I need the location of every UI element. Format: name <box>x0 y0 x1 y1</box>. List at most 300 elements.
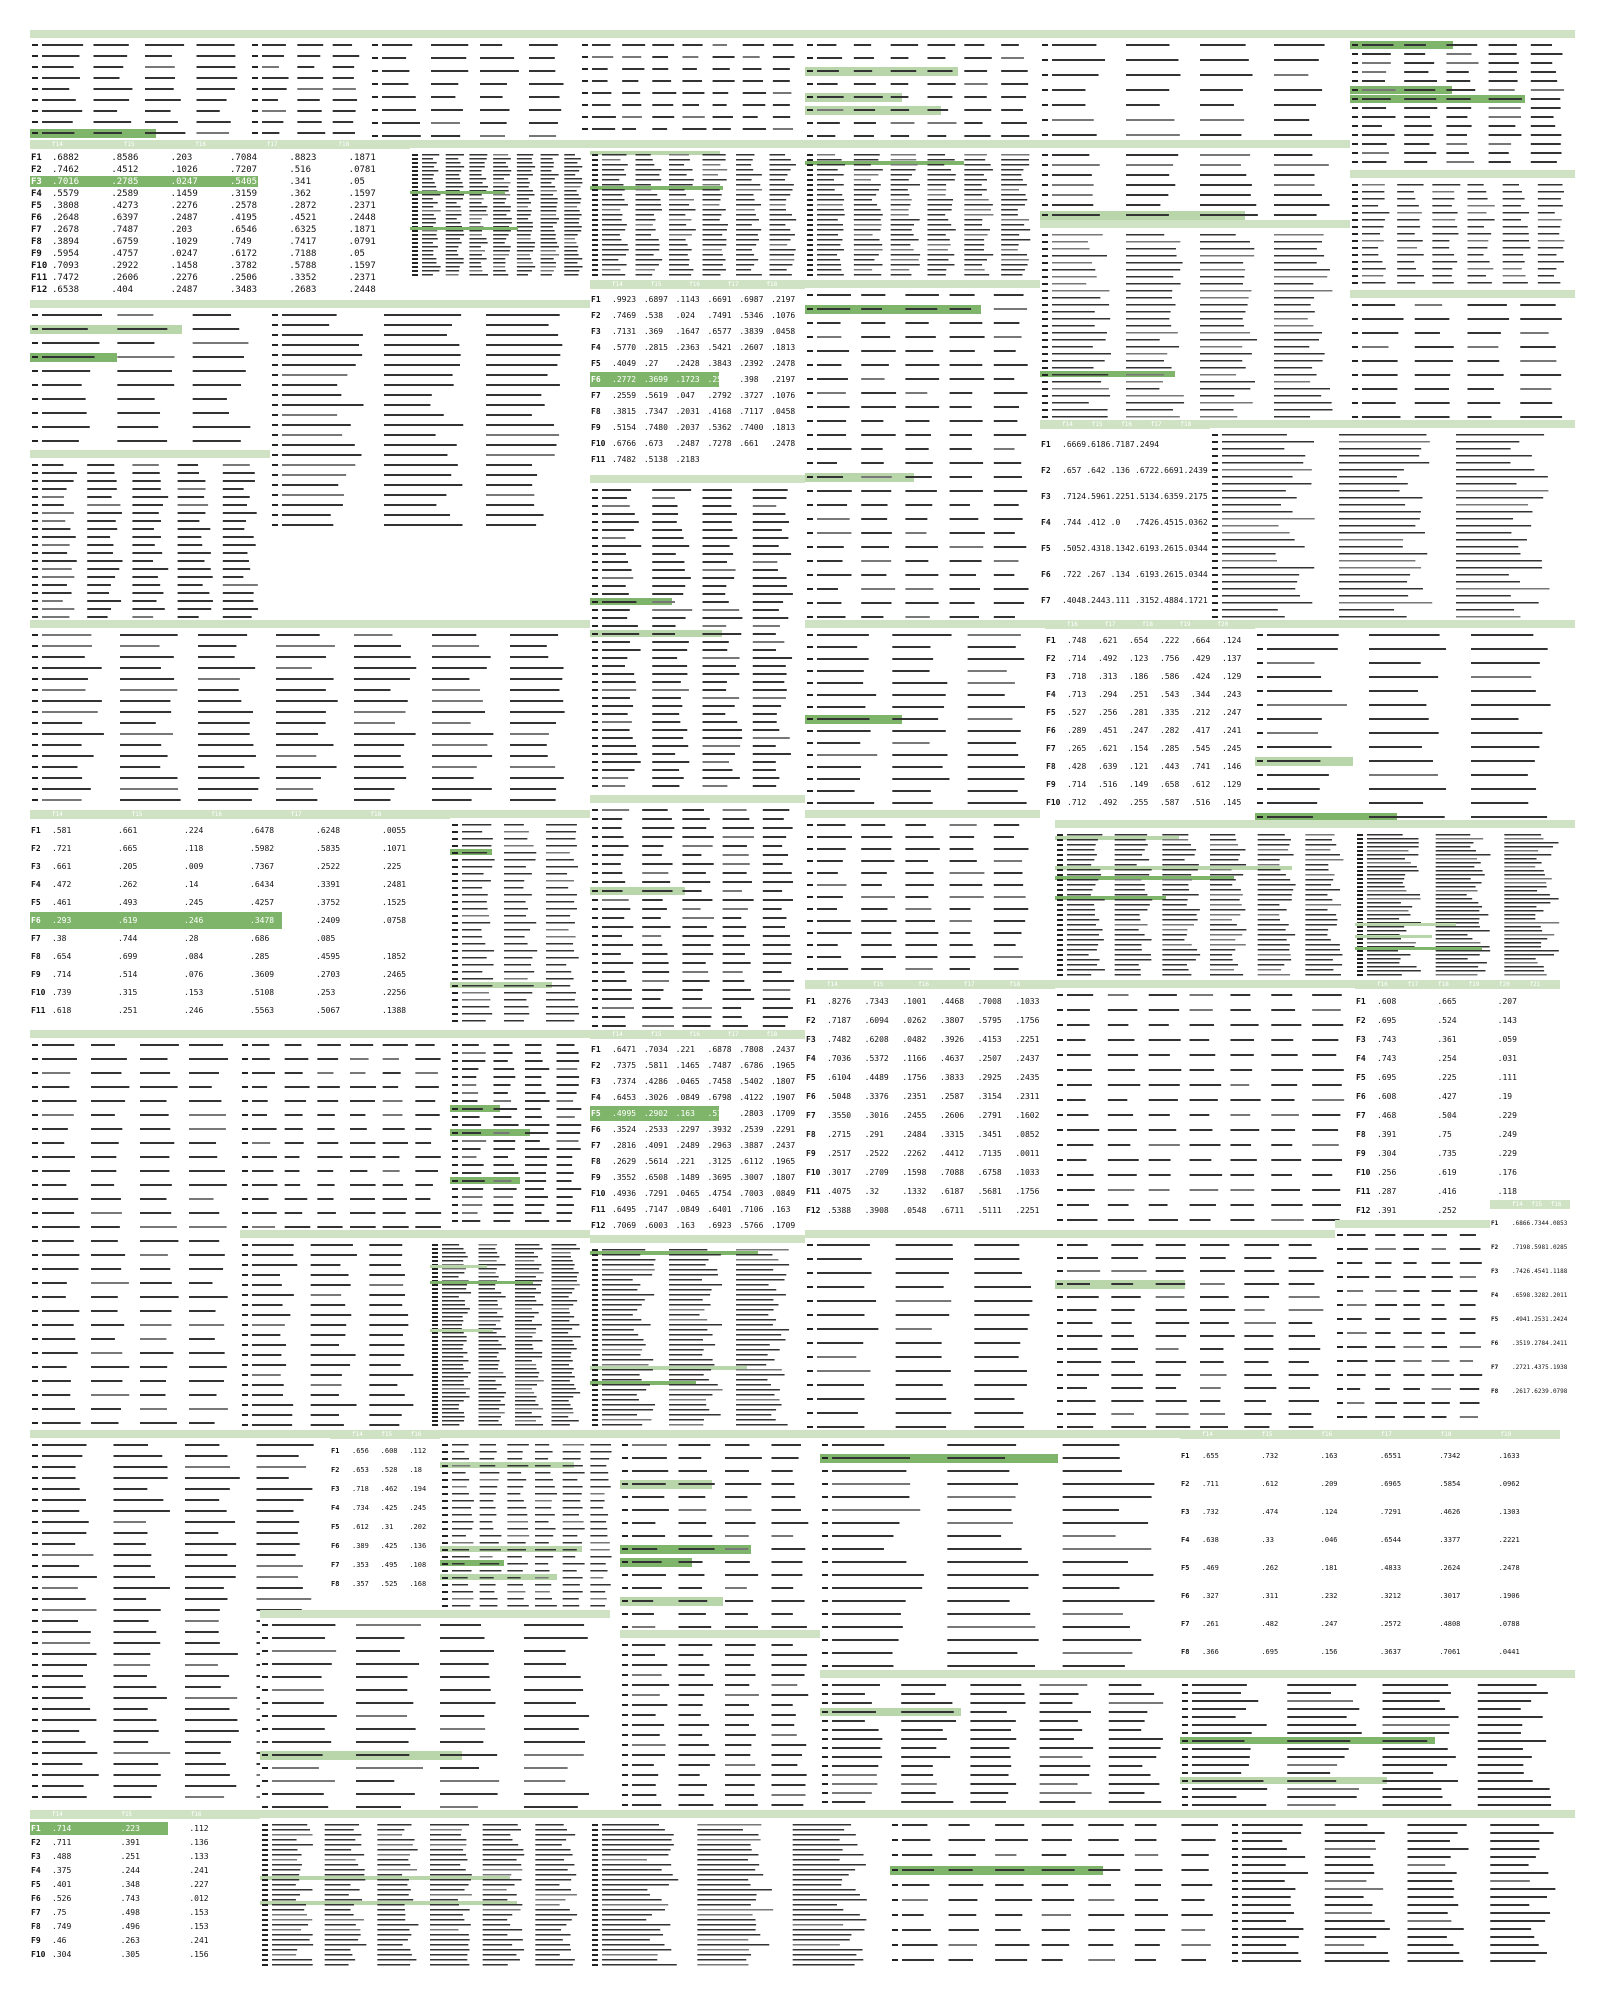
filler-value <box>736 199 755 201</box>
filler-value <box>1126 290 1172 292</box>
filler-value <box>832 1509 920 1511</box>
filler-value <box>1001 83 1028 85</box>
filler-value <box>517 178 528 180</box>
filler-value <box>178 576 213 578</box>
filler-label <box>807 209 813 211</box>
filler-label <box>452 1060 458 1062</box>
filler-value <box>1504 918 1535 920</box>
filler-value <box>564 158 581 160</box>
filler-value <box>1126 367 1172 369</box>
filler-value <box>480 1514 497 1516</box>
filler-value <box>415 1156 440 1158</box>
filler-value <box>1436 886 1476 888</box>
filler-value <box>703 721 738 723</box>
filler-value <box>1111 1400 1143 1402</box>
filler-value <box>479 1392 506 1394</box>
filler-value <box>493 202 505 204</box>
filler-value <box>198 634 247 636</box>
filler-label <box>592 505 598 507</box>
filler-value <box>276 744 334 746</box>
filler-value <box>504 943 528 945</box>
filler-value <box>1362 198 1385 200</box>
filler-value <box>1258 934 1295 936</box>
filler-value <box>541 186 556 188</box>
filler-value <box>861 336 890 338</box>
filler-value <box>1067 859 1094 861</box>
filler-value <box>87 584 111 586</box>
filler-value <box>515 1252 534 1254</box>
filler-label <box>622 1704 628 1706</box>
filler-label <box>1352 125 1358 127</box>
filler-label <box>432 1312 438 1314</box>
filler-value <box>354 788 394 790</box>
filler-value <box>891 164 918 166</box>
filler-value <box>773 80 790 82</box>
filler-label <box>1357 834 1363 836</box>
filler-glyphs <box>1055 1230 1335 1430</box>
filler-value <box>552 1288 575 1290</box>
filler-value <box>185 1642 220 1644</box>
filler-value <box>632 1626 655 1628</box>
filler-value <box>1067 1374 1099 1376</box>
filler-value <box>947 1587 1028 1589</box>
filler-value <box>1347 1262 1362 1264</box>
filler-value <box>272 1624 335 1626</box>
filler-value <box>462 957 487 959</box>
filler-value <box>442 1260 463 1262</box>
filler-value <box>1115 914 1140 916</box>
filler-value <box>1347 1346 1367 1348</box>
filler-value <box>486 414 532 416</box>
filler-value <box>736 1289 776 1291</box>
filler-value <box>272 1754 323 1756</box>
filler-value <box>317 1156 342 1158</box>
filler-value <box>223 600 254 602</box>
filler-value <box>223 480 255 482</box>
filler-value <box>1362 107 1386 109</box>
filler-label <box>592 204 598 206</box>
filler-value <box>1210 879 1236 881</box>
filler-value <box>1369 816 1445 818</box>
filler-value <box>140 1240 178 1242</box>
filler-value <box>1052 74 1099 76</box>
filler-value <box>557 1092 577 1094</box>
filler-value <box>964 264 982 266</box>
filler-value <box>1274 374 1317 376</box>
filler-value <box>682 953 713 955</box>
filler-value <box>602 917 624 919</box>
filler-value <box>763 890 782 892</box>
filler-value <box>632 1561 662 1563</box>
filler-value <box>1504 954 1554 956</box>
filler-label <box>1057 1024 1063 1026</box>
filler-value <box>1362 184 1385 186</box>
filler-value <box>736 239 759 241</box>
filler-value <box>1362 143 1387 145</box>
filler-value <box>120 722 156 724</box>
filler-value <box>736 164 751 166</box>
filler-value <box>369 1394 404 1396</box>
filler-value <box>1460 1346 1481 1348</box>
filler-value <box>546 831 576 833</box>
filler-value <box>189 1268 223 1270</box>
filler-label <box>32 1510 38 1512</box>
filler-value <box>120 667 161 669</box>
filler-value <box>964 189 986 191</box>
filler-value <box>1520 318 1562 320</box>
filler-label <box>807 154 813 156</box>
filler-value <box>1305 964 1342 966</box>
filler-value <box>854 135 874 137</box>
filler-value <box>725 1470 749 1472</box>
filler-value <box>145 132 185 134</box>
filler-label <box>592 214 598 216</box>
filler-value <box>753 761 776 763</box>
filler-value <box>1067 1348 1098 1350</box>
filler-value <box>725 1522 756 1524</box>
filler-value <box>198 656 235 658</box>
filler-value <box>1403 1416 1424 1418</box>
filler-value <box>642 962 668 964</box>
filler-value <box>1538 254 1557 256</box>
filler-value <box>431 135 460 137</box>
filler-value <box>928 259 949 261</box>
filler-value <box>1200 290 1251 292</box>
filler-value <box>452 1591 473 1593</box>
filler-value <box>817 294 851 296</box>
filler-value <box>384 354 461 356</box>
filler-value <box>1403 1318 1419 1320</box>
filler-value <box>462 1084 476 1086</box>
filler-label <box>1357 954 1363 956</box>
filler-value <box>140 1086 178 1088</box>
filler-value <box>354 733 416 735</box>
filler-value <box>1404 116 1430 118</box>
filler-label <box>432 1404 438 1406</box>
filler-value <box>994 420 1018 422</box>
filler-table <box>1335 1220 1490 1430</box>
filler-value <box>964 209 991 211</box>
filler-value <box>178 504 208 506</box>
filler-value <box>725 1754 750 1756</box>
filler-value <box>1115 854 1142 856</box>
filler-label <box>807 434 813 436</box>
filler-value <box>462 824 491 826</box>
filler-value <box>1415 416 1450 418</box>
filler-value <box>713 128 731 130</box>
filler-value <box>632 1470 668 1472</box>
filler-value <box>1190 1069 1215 1071</box>
filler-value <box>504 929 530 931</box>
filler-value <box>1504 958 1535 960</box>
filler-value <box>602 854 623 856</box>
filler-value <box>1404 107 1437 109</box>
filler-value <box>297 121 321 123</box>
filler-value <box>1369 760 1433 762</box>
filler-value <box>1149 994 1177 996</box>
filler-value <box>189 1114 226 1116</box>
filler-value <box>682 68 696 70</box>
filler-value <box>642 998 660 1000</box>
filler-value <box>541 226 553 228</box>
filler-label <box>32 440 38 442</box>
filler-value <box>552 1312 570 1314</box>
filler-value <box>1067 934 1099 936</box>
filler-value <box>602 926 633 928</box>
filler-value <box>552 1364 570 1366</box>
filler-value <box>1200 194 1251 196</box>
filler-value <box>1274 297 1314 299</box>
filler-value <box>642 908 667 910</box>
filler-value <box>1001 44 1019 46</box>
filler-label <box>442 1451 448 1453</box>
filler-value <box>462 866 492 868</box>
filler-label <box>432 1396 438 1398</box>
filler-value <box>422 194 440 196</box>
filler-value <box>1271 1009 1295 1011</box>
filler-value <box>817 249 844 251</box>
filler-value <box>1403 1276 1425 1278</box>
filler-value <box>725 1496 747 1498</box>
filler-value <box>1436 838 1484 840</box>
filler-label <box>32 1282 38 1284</box>
filler-value <box>552 1284 580 1286</box>
filler-label <box>32 544 38 546</box>
filler-value <box>132 592 163 594</box>
filler-value <box>525 1180 546 1182</box>
filler-value <box>602 1404 655 1406</box>
filler-value <box>94 55 128 57</box>
filler-label <box>592 1359 598 1361</box>
filler-value <box>1222 476 1293 478</box>
filler-value <box>861 294 885 296</box>
filler-value <box>252 1364 286 1366</box>
filler-value <box>1468 254 1484 256</box>
filler-value <box>861 476 892 478</box>
filler-value <box>817 259 840 261</box>
filler-value <box>1362 53 1391 55</box>
filler-value <box>772 1654 808 1656</box>
filler-value <box>891 184 920 186</box>
filler-label <box>412 242 418 244</box>
filler-value <box>1436 942 1481 944</box>
filler-value <box>1108 1054 1138 1056</box>
filler-value <box>114 1675 148 1677</box>
filler-label <box>592 154 598 156</box>
filler-value <box>272 1637 325 1639</box>
filler-value <box>602 209 620 211</box>
filler-label <box>592 872 598 874</box>
filler-value <box>968 682 1015 684</box>
filler-label <box>592 194 598 196</box>
filler-value <box>817 1244 870 1246</box>
filler-value <box>480 44 502 46</box>
filler-value <box>763 809 790 811</box>
filler-value <box>354 755 401 757</box>
filler-value <box>1190 1099 1218 1101</box>
filler-value <box>422 178 433 180</box>
filler-value <box>974 1426 1024 1428</box>
filler-label <box>1337 1262 1343 1264</box>
filler-label <box>262 1715 268 1717</box>
filler-value <box>896 1342 942 1344</box>
filler-value <box>442 1344 463 1346</box>
filler-value <box>442 1272 464 1274</box>
filler-value <box>87 616 107 618</box>
filler-label <box>592 737 598 739</box>
filler-value <box>753 545 779 547</box>
filler-value <box>384 424 463 426</box>
filler-value <box>42 1576 97 1578</box>
filler-label <box>1042 388 1048 390</box>
filler-value <box>1520 402 1552 404</box>
filler-value <box>817 932 852 934</box>
filler-value <box>87 488 117 490</box>
filler-value <box>140 1282 172 1284</box>
filler-value <box>178 544 203 546</box>
filler-value <box>262 88 287 90</box>
filler-value <box>817 174 844 176</box>
filler-value <box>928 204 952 206</box>
filler-value <box>462 1196 483 1198</box>
filler-value <box>636 264 659 266</box>
filler-value <box>276 777 321 779</box>
filler-label <box>807 169 813 171</box>
filler-value <box>1362 212 1389 214</box>
filler-value <box>384 484 462 486</box>
filler-value <box>1436 958 1468 960</box>
filler-value <box>642 953 667 955</box>
filler-value <box>525 1204 544 1206</box>
filler-value <box>1162 854 1194 856</box>
filler-value <box>682 809 704 811</box>
filler-label <box>452 915 458 917</box>
filler-value <box>552 1272 579 1274</box>
filler-value <box>350 1226 376 1228</box>
filler-value <box>535 1444 549 1446</box>
filler-value <box>1067 874 1101 876</box>
filler-value <box>1001 234 1019 236</box>
filler-value <box>817 968 848 970</box>
filler-value <box>1052 241 1088 243</box>
filler-value <box>974 1342 1020 1344</box>
filler-value <box>517 210 532 212</box>
filler-value <box>1244 1296 1269 1298</box>
filler-value <box>950 322 983 324</box>
filler-value <box>725 1561 750 1563</box>
filler-glyphs <box>620 1630 820 1810</box>
filler-value <box>736 179 752 181</box>
filler-value <box>1067 904 1094 906</box>
filler-value <box>1456 595 1511 597</box>
filler-value <box>736 259 758 261</box>
filler-value <box>479 1244 498 1246</box>
filler-value <box>602 705 633 707</box>
filler-value <box>1126 325 1171 327</box>
filler-value <box>817 824 845 826</box>
filler-value <box>422 238 438 240</box>
filler-label <box>592 863 598 865</box>
filler-value <box>333 66 355 68</box>
filler-label <box>242 1304 248 1306</box>
filler-value <box>854 244 882 246</box>
filler-value <box>1456 588 1549 590</box>
filler-value <box>1274 44 1325 46</box>
filler-value <box>282 474 346 476</box>
filler-value <box>1415 374 1450 376</box>
filler-label <box>1352 318 1358 320</box>
filler-value <box>546 880 574 882</box>
filler-value <box>703 274 721 276</box>
filler-value <box>140 1366 167 1368</box>
filler-value <box>928 244 951 246</box>
filler-value <box>178 472 199 474</box>
filler-value <box>1200 1335 1235 1337</box>
filler-value <box>974 1384 1027 1386</box>
filler-value <box>252 1264 297 1266</box>
filler-label <box>592 1025 598 1027</box>
filler-value <box>415 1058 440 1060</box>
filler-value <box>632 1509 669 1511</box>
filler-value <box>42 488 67 490</box>
filler-value <box>861 392 896 394</box>
filler-value <box>431 57 466 59</box>
filler-value <box>452 1528 472 1530</box>
filler-value <box>636 214 654 216</box>
filler-value <box>1063 1574 1154 1576</box>
filler-value <box>854 204 877 206</box>
filler-value <box>1312 1114 1340 1116</box>
filler-value <box>1538 198 1561 200</box>
filler-value <box>994 968 1019 970</box>
filler-highlight <box>410 227 518 230</box>
filler-value <box>1489 71 1517 73</box>
filler-value <box>1052 184 1094 186</box>
filler-label <box>1357 910 1363 912</box>
filler-value <box>546 1013 579 1015</box>
filler-value <box>479 1400 501 1402</box>
filler-value <box>763 863 783 865</box>
filler-value <box>950 294 975 296</box>
filler-value <box>590 1472 608 1474</box>
filler-value <box>535 1584 551 1586</box>
filler-value <box>422 230 437 232</box>
filler-label <box>1042 339 1048 341</box>
filler-value <box>642 935 661 937</box>
filler-value <box>440 1637 484 1639</box>
filler-value <box>725 1784 755 1786</box>
filler-glyphs <box>30 620 590 810</box>
filler-label <box>1357 914 1363 916</box>
filler-value <box>415 1184 433 1186</box>
filler-value <box>669 224 686 226</box>
filler-value <box>636 269 655 271</box>
filler-value <box>1222 483 1311 485</box>
filler-value <box>947 1613 1030 1615</box>
filler-value <box>1063 1600 1155 1602</box>
filler-value <box>42 1598 86 1600</box>
filler-value <box>507 1542 525 1544</box>
filler-value <box>1456 462 1511 464</box>
filler-value <box>552 1308 570 1310</box>
filler-value <box>817 159 842 161</box>
filler-value <box>1067 869 1100 871</box>
filler-value <box>602 274 625 276</box>
filler-value <box>564 214 581 216</box>
filler-value <box>1274 325 1313 327</box>
filler-value <box>763 845 782 847</box>
filler-value <box>504 901 526 903</box>
